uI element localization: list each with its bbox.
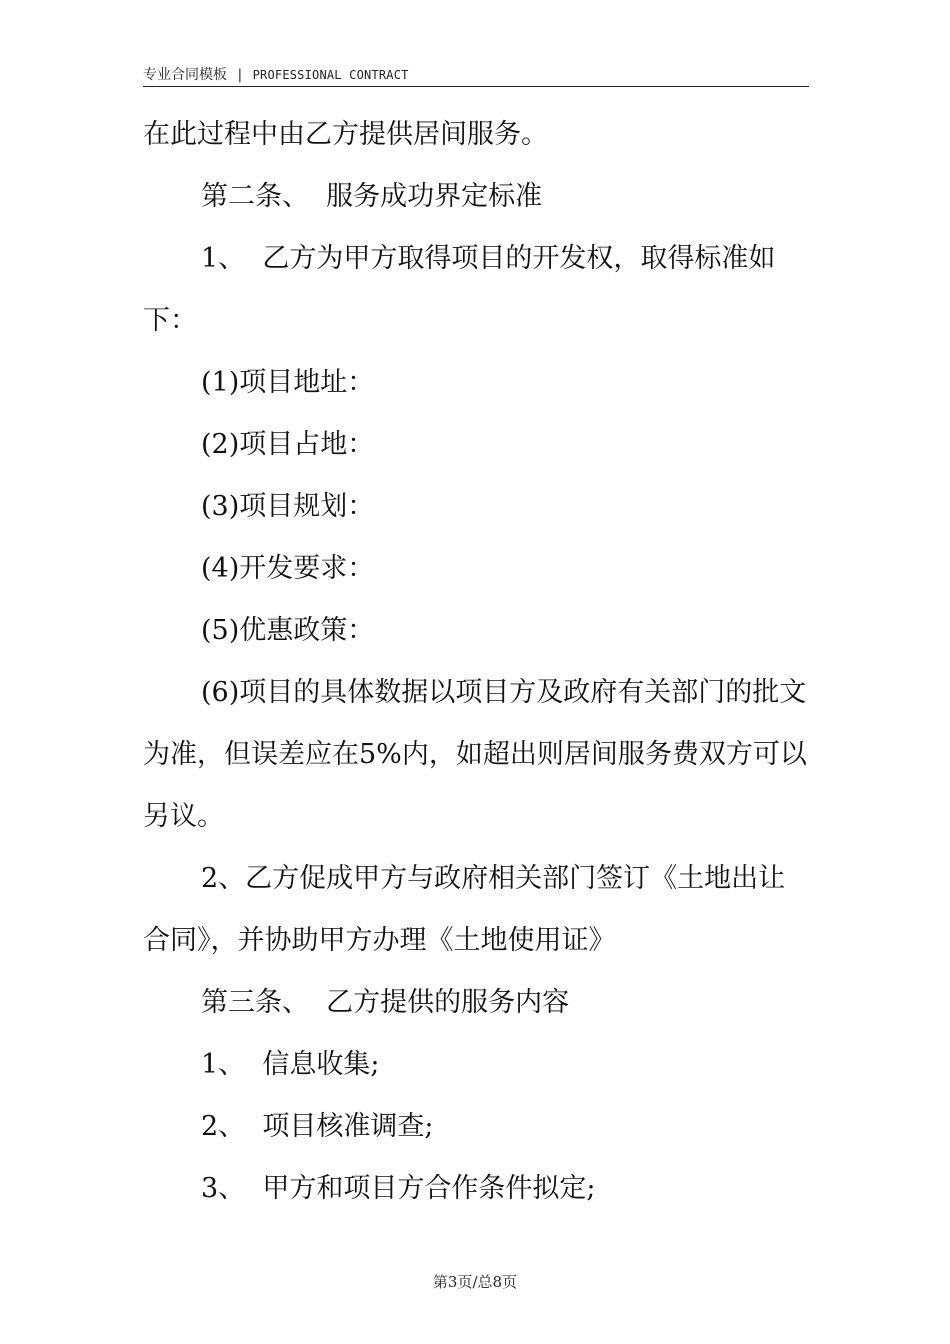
article-heading: 第三条、 乙方提供的服务内容 bbox=[201, 987, 570, 1018]
clause-item: 1、 信息收集; bbox=[201, 1049, 380, 1080]
header-separator: | bbox=[237, 67, 243, 83]
page-number: 第3页/总8页 bbox=[432, 1273, 518, 1291]
clause-subitem: (4)开发要求： bbox=[201, 553, 375, 584]
page-header bbox=[143, 64, 809, 87]
contract-body bbox=[143, 104, 809, 1220]
clause-subitem: (2)项目占地： bbox=[201, 429, 375, 460]
clause-subitem: (1)项目地址： bbox=[201, 367, 375, 398]
page-footer bbox=[0, 1272, 950, 1292]
clause-item: 2、 项目核准调查; bbox=[201, 1111, 434, 1142]
clause-item: 2、乙方促成甲方与政府相关部门签订《土地出让合同》，并协助甲方办理《土地使用证》 bbox=[143, 863, 786, 956]
clause-subitem: (3)项目规划： bbox=[201, 491, 375, 522]
clause-item: 3、 甲方和项目方合作条件拟定; bbox=[201, 1173, 596, 1204]
clause-item: 1、 乙方为甲方取得项目的开发权，取得标准如下： bbox=[143, 243, 776, 336]
clause-subitem: (6)项目的具体数据以项目方及政府有关部门的批文为准，但误差应在5%内，如超出则居间服务费双方可以另议。 bbox=[143, 677, 807, 832]
article-heading: 第二条、 服务成功界定标准 bbox=[201, 181, 543, 212]
header-title-en: PROFESSIONAL CONTRACT bbox=[252, 68, 409, 82]
header-title-cn: 专业合同模板 bbox=[143, 67, 227, 83]
paragraph: 在此过程中由乙方提供居间服务。 bbox=[143, 119, 548, 150]
clause-subitem: (5)优惠政策： bbox=[201, 615, 375, 646]
